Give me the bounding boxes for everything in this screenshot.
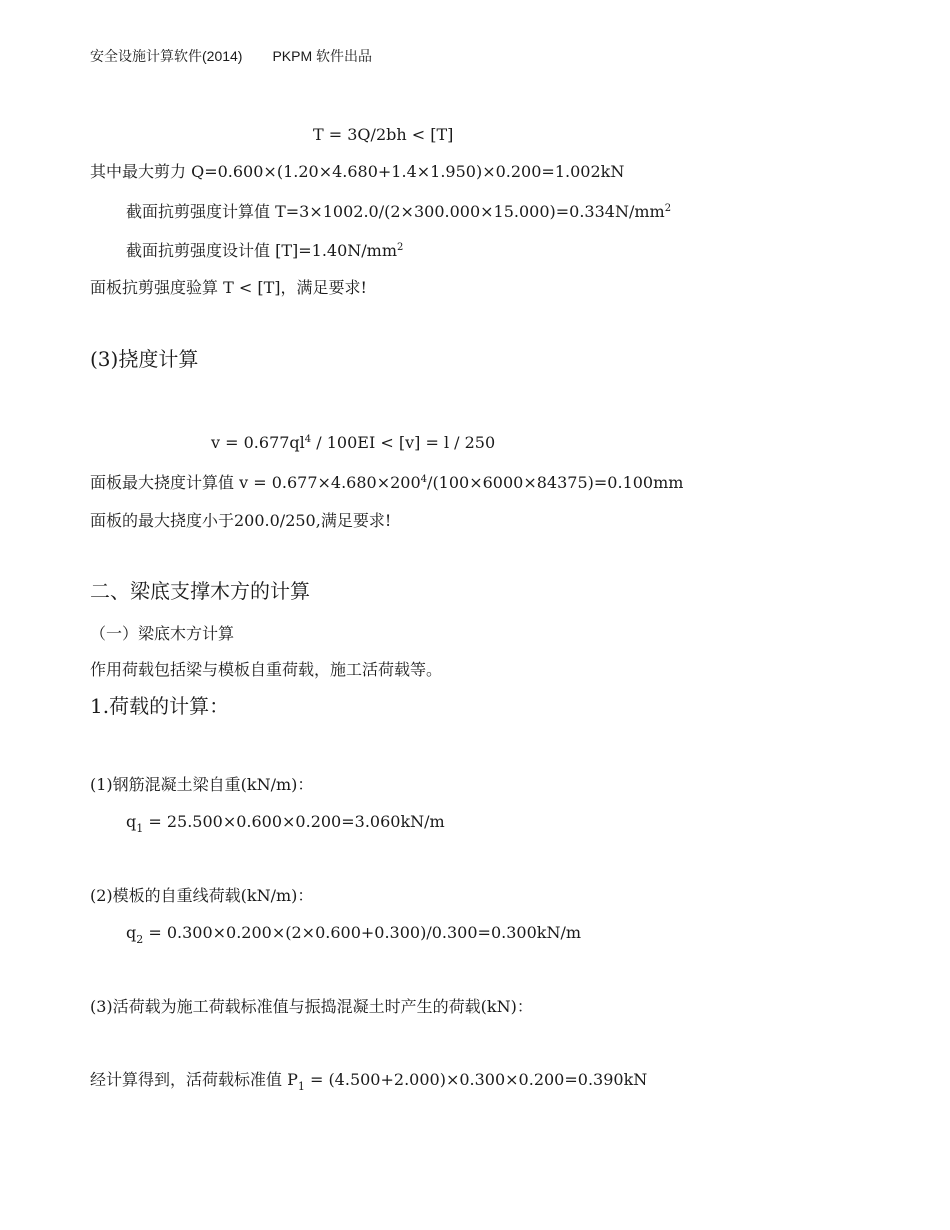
item2-equation [126, 922, 581, 944]
deflection-max-sup: 4 [420, 474, 428, 485]
result-expr: = (4.500+2.000)×0.300×0.200=0.390kN [304, 1070, 648, 1089]
shear-design-unit-sup: 2 [397, 242, 404, 253]
item1-equation [126, 811, 445, 833]
shear-calc-line [126, 201, 671, 223]
item3-label: (3)活荷载为施工荷载标准值与振捣混凝土时产生的荷载(kN)： [90, 997, 533, 1016]
section2-intro: 作用荷载包括梁与模板自重荷载，施工活荷载等。 [90, 660, 443, 679]
deflection-check-line: 面板的最大挠度小于200.0/250,满足要求! [90, 511, 392, 530]
load-heading: 1.荷载的计算： [90, 694, 230, 718]
item1-expr: = 25.500×0.600×0.200=3.060kN/m [143, 812, 445, 831]
deflection-formula-b: / 100EI < [v] = l / 250 [311, 433, 496, 452]
item2-expr: = 0.300×0.200×(2×0.600+0.300)/0.300=0.300kN/m [143, 923, 581, 942]
shear-check-line: 面板抗剪强度验算 T < [T]，满足要求! [90, 278, 367, 297]
section2-heading: 二、梁底支撑木方的计算 [90, 579, 310, 603]
deflection-formula-a: v = 0.677ql [211, 433, 305, 452]
item1-var: q [126, 812, 137, 831]
max-shear-line: 其中最大剪力 Q=0.600×(1.20×4.680+1.4×1.950)×0.200=1.002kN [90, 162, 625, 181]
deflection-formula [211, 432, 495, 454]
result-sub: 1 [297, 1080, 305, 1093]
page-header [90, 45, 372, 67]
shear-design-text: 截面抗剪强度设计值 [T]=1.40N/mm [126, 241, 398, 260]
shear-calc-text: 截面抗剪强度计算值 T=3×1002.0/(2×300.000×15.000)=0.334N/mm [126, 202, 665, 221]
section2-sub-heading: （一）梁底木方计算 [90, 624, 235, 643]
header-title: 安全设施计算软件(2014) [90, 48, 243, 64]
shear-calc-unit-sup: 2 [664, 203, 672, 214]
item1-sub: 1 [136, 822, 144, 835]
shear-formula: T = 3Q/2bh < [T] [313, 125, 454, 144]
deflection-max-a: 面板最大挠度计算值 v = 0.677×4.680×200 [90, 473, 421, 492]
live-load-result [90, 1069, 647, 1091]
shear-design-line [126, 240, 403, 262]
deflection-formula-sup: 4 [304, 434, 312, 445]
item2-var: q [126, 923, 137, 942]
header-publisher: PKPM 软件出品 [272, 48, 373, 64]
item2-label: (2)模板的自重线荷载(kN/m)： [90, 886, 314, 905]
deflection-heading: (3)挠度计算 [90, 347, 199, 371]
deflection-max-b: /(100×6000×84375)=0.100mm [427, 473, 684, 492]
item1-label: (1)钢筋混凝土梁自重(kN/m)： [90, 775, 314, 794]
item2-sub: 2 [136, 933, 144, 946]
deflection-max-line [90, 472, 683, 494]
result-prefix: 经计算得到，活荷载标准值 P [90, 1070, 298, 1089]
